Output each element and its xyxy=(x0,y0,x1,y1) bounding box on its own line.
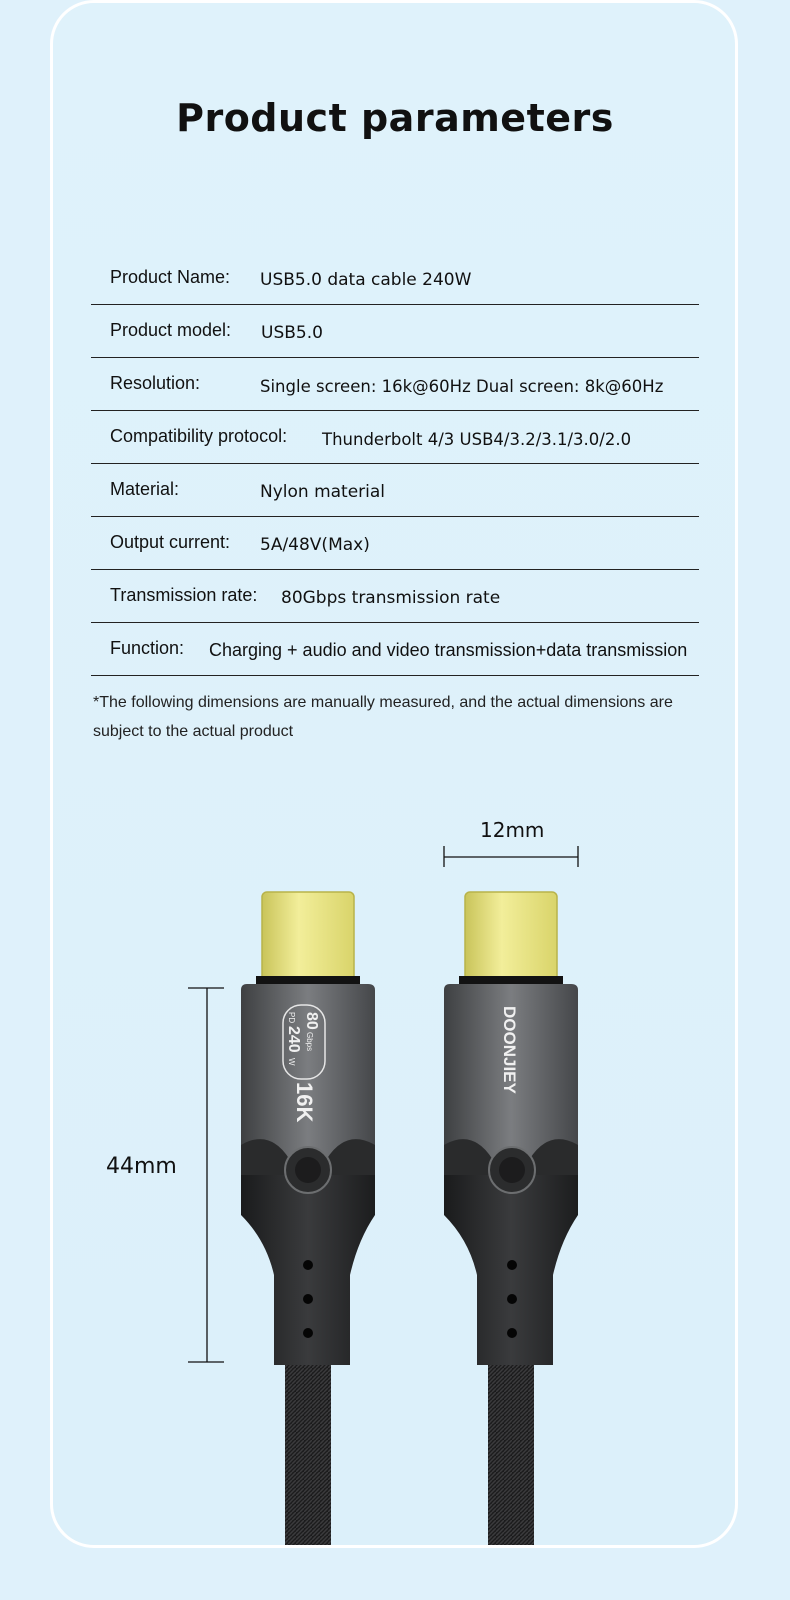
dimension-note: *The following dimensions are manually measured, and the actual dimensions are subject to the actual product xyxy=(93,694,673,740)
page-title: Product parameters xyxy=(176,96,614,140)
height-dimension-label: 44mm xyxy=(106,1154,177,1179)
param-label: Product model: xyxy=(110,320,232,340)
left-connector xyxy=(241,892,375,1545)
param-label: Resolution: xyxy=(110,373,201,393)
param-label: Compatibility protocol: xyxy=(110,426,288,446)
speed-unit-marking: Gbps xyxy=(305,1032,314,1052)
param-label: Function: xyxy=(110,638,185,658)
width-dimension-label: 12mm xyxy=(480,818,545,842)
param-value: 5A/48V(Max) xyxy=(260,535,370,555)
power-marking: 240 xyxy=(285,1026,302,1053)
param-label: Material: xyxy=(110,479,180,499)
param-value: 80Gbps transmission rate xyxy=(281,588,501,608)
brand-marking: DOONJIEY xyxy=(500,1006,519,1094)
param-label: Output current: xyxy=(110,532,231,552)
param-value: USB5.0 data cable 240W xyxy=(260,270,472,290)
param-value: Charging + audio and video transmission+data transmission xyxy=(209,640,688,660)
power-unit-marking: W xyxy=(287,1058,296,1066)
right-connector xyxy=(444,892,578,1545)
param-value: Thunderbolt 4/3 USB4/3.2/3.1/3.0/2.0 xyxy=(322,430,632,449)
param-value: Nylon material xyxy=(260,482,386,502)
height-dimension-line xyxy=(188,988,224,1362)
param-value: USB5.0 xyxy=(261,323,323,343)
resolution-marking: 16K xyxy=(292,1082,317,1123)
pd-marking: PD xyxy=(287,1012,296,1024)
speed-marking: 80 xyxy=(303,1012,320,1030)
param-label: Transmission rate: xyxy=(110,585,258,605)
width-dimension-line xyxy=(444,846,578,867)
param-value: Single screen: 16k@60Hz Dual screen: 8k@60Hz xyxy=(260,377,664,396)
param-label: Product Name: xyxy=(110,267,231,287)
